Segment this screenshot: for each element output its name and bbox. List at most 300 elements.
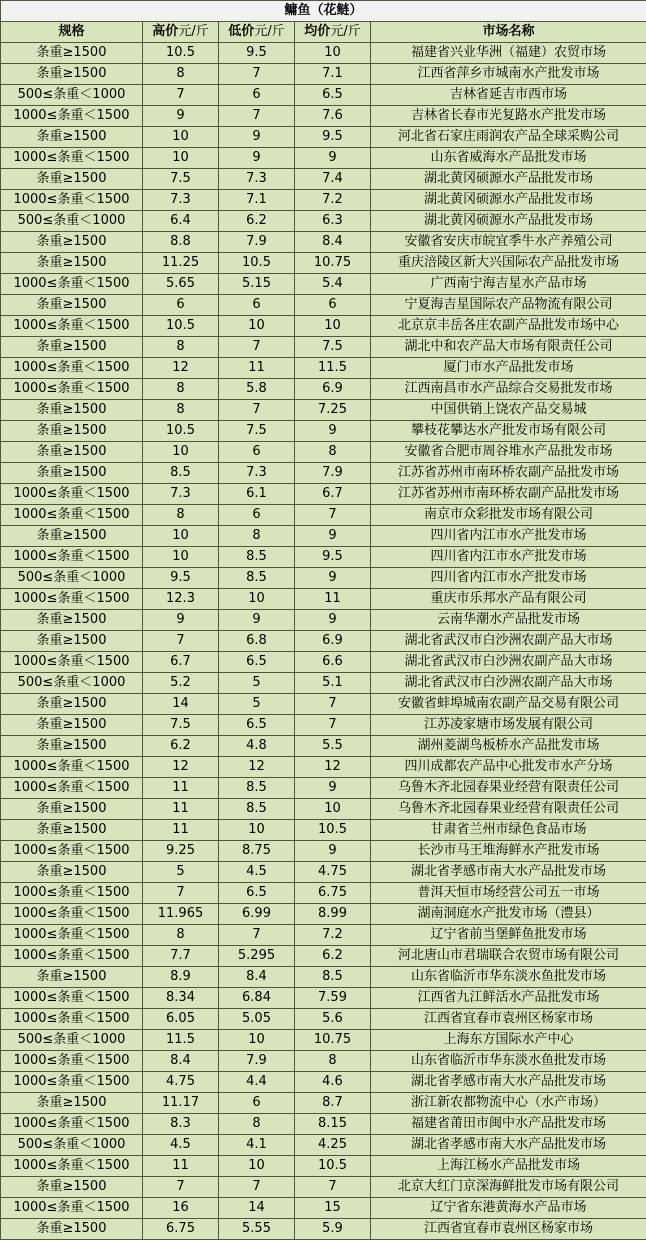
table-title: 鳙鱼（花鲢） (1, 1, 646, 22)
cell-market: 普洱天恒市场经营公司五一市场 (371, 883, 646, 904)
cell-spec: 条重≥1500 (1, 400, 143, 421)
cell-low: 7 (219, 1177, 295, 1198)
cell-high: 8 (143, 925, 219, 946)
cell-high: 12 (143, 358, 219, 379)
cell-high: 7.5 (143, 169, 219, 190)
cell-market: 江西省宜春市袁州区杨家市场 (371, 1009, 646, 1030)
cell-high: 6.2 (143, 736, 219, 757)
cell-spec: 条重≥1500 (1, 169, 143, 190)
cell-spec: 1000≤条重＜1500 (1, 757, 143, 778)
cell-market: 湖北省孝感市南大水产品批发市场 (371, 862, 646, 883)
cell-market: 辽宁省东港黄海水产品市场 (371, 1198, 646, 1219)
table-row (1, 946, 646, 967)
cell-low: 6.84 (219, 988, 295, 1009)
cell-high: 7 (143, 85, 219, 106)
cell-low: 10.5 (219, 253, 295, 274)
cell-market: 四川成都农产品中心批发市水产分场 (371, 757, 646, 778)
cell-spec: 条重≥1500 (1, 736, 143, 757)
cell-spec: 500≤条重＜1000 (1, 1030, 143, 1051)
cell-low: 10 (219, 316, 295, 337)
cell-avg: 5.1 (295, 673, 371, 694)
table-row (1, 778, 646, 799)
cell-avg: 9 (295, 148, 371, 169)
cell-high: 16 (143, 1198, 219, 1219)
cell-market: 江西南昌市水产品综合交易批发市场 (371, 379, 646, 400)
cell-spec: 条重≥1500 (1, 631, 143, 652)
cell-low: 5.8 (219, 379, 295, 400)
cell-market: 福建省莆田市闽中水产品批发市场 (371, 1114, 646, 1135)
cell-avg: 7.25 (295, 400, 371, 421)
cell-avg: 5.4 (295, 274, 371, 295)
table-row (1, 169, 646, 190)
cell-avg: 6.7 (295, 484, 371, 505)
cell-low: 10 (219, 589, 295, 610)
table-body (1, 43, 646, 1240)
table-row (1, 64, 646, 85)
cell-market: 湖北省武汉市白沙洲农副产品大市场 (371, 652, 646, 673)
cell-low: 6 (219, 1093, 295, 1114)
cell-market: 湖南洞庭水产批发市场（澧县） (371, 904, 646, 925)
cell-avg: 7.9 (295, 463, 371, 484)
cell-spec: 条重≥1500 (1, 253, 143, 274)
cell-market: 浙江新农都物流中心（水产市场） (371, 1093, 646, 1114)
cell-avg: 5.6 (295, 1009, 371, 1030)
cell-avg: 7 (295, 694, 371, 715)
cell-avg: 6.3 (295, 211, 371, 232)
cell-market: 北京大红门京深海鲜批发市场有限公司 (371, 1177, 646, 1198)
table-row (1, 1114, 646, 1135)
cell-avg: 6.6 (295, 652, 371, 673)
table-row (1, 1156, 646, 1177)
cell-spec: 条重≥1500 (1, 442, 143, 463)
cell-market: 安徽省安庆市皖宜季牛水产养殖公司 (371, 232, 646, 253)
cell-avg: 11.5 (295, 358, 371, 379)
cell-high: 10.5 (143, 316, 219, 337)
table-row (1, 799, 646, 820)
cell-market: 南京市众彩批发市场有限公司 (371, 505, 646, 526)
cell-high: 8.8 (143, 232, 219, 253)
cell-spec: 1000≤条重＜1500 (1, 316, 143, 337)
table-row (1, 316, 646, 337)
cell-avg: 7 (295, 505, 371, 526)
cell-spec: 条重≥1500 (1, 694, 143, 715)
cell-high: 11 (143, 799, 219, 820)
cell-low: 6.99 (219, 904, 295, 925)
cell-low: 5.55 (219, 1219, 295, 1240)
cell-spec: 1000≤条重＜1500 (1, 1072, 143, 1093)
table-row (1, 379, 646, 400)
cell-low: 4.4 (219, 1072, 295, 1093)
cell-high: 6.05 (143, 1009, 219, 1030)
cell-low: 6.5 (219, 715, 295, 736)
cell-avg: 8.99 (295, 904, 371, 925)
table-row (1, 673, 646, 694)
cell-high: 7.5 (143, 715, 219, 736)
cell-low: 6.1 (219, 484, 295, 505)
table-row (1, 820, 646, 841)
cell-avg: 15 (295, 1198, 371, 1219)
cell-low: 8.75 (219, 841, 295, 862)
cell-avg: 8.5 (295, 967, 371, 988)
cell-spec: 1000≤条重＜1500 (1, 1198, 143, 1219)
table-row (1, 442, 646, 463)
cell-spec: 条重≥1500 (1, 1219, 143, 1240)
cell-avg: 12 (295, 757, 371, 778)
table-row (1, 106, 646, 127)
cell-low: 10 (219, 1030, 295, 1051)
cell-market: 江西省萍乡市城南水产批发市场 (371, 64, 646, 85)
table-row (1, 421, 646, 442)
cell-spec: 1000≤条重＜1500 (1, 883, 143, 904)
cell-market: 湖北省武汉市白沙洲农副产品大市场 (371, 673, 646, 694)
cell-low: 11 (219, 358, 295, 379)
cell-avg: 10.75 (295, 253, 371, 274)
cell-avg: 9 (295, 421, 371, 442)
cell-market: 河北省石家庄雨润农产品全球采购公司 (371, 127, 646, 148)
cell-spec: 1000≤条重＜1500 (1, 484, 143, 505)
cell-avg: 7.59 (295, 988, 371, 1009)
cell-spec: 1000≤条重＜1500 (1, 946, 143, 967)
table-row (1, 862, 646, 883)
header-high (143, 22, 219, 43)
cell-spec: 500≤条重＜1000 (1, 85, 143, 106)
cell-high: 5.2 (143, 673, 219, 694)
table-row (1, 694, 646, 715)
cell-spec: 1000≤条重＜1500 (1, 1009, 143, 1030)
cell-low: 7.3 (219, 169, 295, 190)
cell-market: 湖北省孝感市南大水产品批发市场 (371, 1135, 646, 1156)
table-row (1, 1030, 646, 1051)
cell-avg: 11 (295, 589, 371, 610)
cell-high: 8.4 (143, 1051, 219, 1072)
cell-spec: 条重≥1500 (1, 799, 143, 820)
cell-avg: 4.6 (295, 1072, 371, 1093)
cell-spec: 条重≥1500 (1, 820, 143, 841)
cell-high: 10 (143, 442, 219, 463)
cell-avg: 6.75 (295, 883, 371, 904)
cell-avg: 7.2 (295, 190, 371, 211)
cell-spec: 条重≥1500 (1, 43, 143, 64)
cell-low: 8.4 (219, 967, 295, 988)
table-row (1, 547, 646, 568)
header-low (219, 22, 295, 43)
cell-market: 湖北省武汉市白沙洲农副产品大市场 (371, 631, 646, 652)
table-row (1, 925, 646, 946)
table-row (1, 232, 646, 253)
cell-avg: 8 (295, 1051, 371, 1072)
cell-low: 7 (219, 106, 295, 127)
cell-low: 8 (219, 1114, 295, 1135)
cell-market: 湖北黄冈硕源水产品批发市场 (371, 190, 646, 211)
cell-spec: 500≤条重＜1000 (1, 673, 143, 694)
cell-market: 重庆市乐邦水产品有限公司 (371, 589, 646, 610)
cell-low: 8.5 (219, 547, 295, 568)
cell-market: 湖北中和农产品大市场有限责任公司 (371, 337, 646, 358)
table-row (1, 505, 646, 526)
table-row (1, 190, 646, 211)
cell-low: 7.9 (219, 1051, 295, 1072)
cell-high: 9.25 (143, 841, 219, 862)
cell-spec: 1000≤条重＜1500 (1, 1114, 143, 1135)
cell-spec: 1000≤条重＜1500 (1, 904, 143, 925)
cell-high: 4.75 (143, 1072, 219, 1093)
cell-avg: 9.5 (295, 127, 371, 148)
cell-low: 8.5 (219, 568, 295, 589)
header-avg-unit: 元/斤 (330, 24, 361, 39)
cell-avg: 7.1 (295, 64, 371, 85)
cell-high: 7.3 (143, 190, 219, 211)
cell-avg: 6.2 (295, 946, 371, 967)
cell-high: 8.5 (143, 463, 219, 484)
cell-avg: 4.25 (295, 1135, 371, 1156)
table-row (1, 652, 646, 673)
cell-high: 11 (143, 820, 219, 841)
cell-high: 6.75 (143, 1219, 219, 1240)
cell-high: 10 (143, 547, 219, 568)
cell-low: 6.5 (219, 883, 295, 904)
cell-spec: 1000≤条重＜1500 (1, 925, 143, 946)
cell-avg: 9 (295, 568, 371, 589)
cell-market: 江西省宜春市袁州区杨家市场 (371, 1219, 646, 1240)
table-row (1, 358, 646, 379)
cell-market: 甘肃省兰州市绿色食品市场 (371, 820, 646, 841)
table-row (1, 295, 646, 316)
cell-avg: 6.9 (295, 631, 371, 652)
cell-spec: 1000≤条重＜1500 (1, 106, 143, 127)
cell-high: 12 (143, 757, 219, 778)
header-spec: 规格 (1, 22, 143, 43)
table-row (1, 610, 646, 631)
cell-low: 10 (219, 820, 295, 841)
table-row (1, 1051, 646, 1072)
cell-low: 6 (219, 85, 295, 106)
cell-avg: 10.5 (295, 1156, 371, 1177)
cell-spec: 1000≤条重＜1500 (1, 274, 143, 295)
cell-high: 9 (143, 610, 219, 631)
cell-low: 7.5 (219, 421, 295, 442)
table-row (1, 1093, 646, 1114)
cell-low: 4.1 (219, 1135, 295, 1156)
cell-spec: 条重≥1500 (1, 862, 143, 883)
cell-low: 6.2 (219, 211, 295, 232)
table-row (1, 1219, 646, 1240)
cell-high: 14 (143, 694, 219, 715)
cell-spec: 条重≥1500 (1, 610, 143, 631)
cell-market: 北京京丰岳各庄农副产品批发市场中心 (371, 316, 646, 337)
cell-low: 9 (219, 610, 295, 631)
table-row (1, 463, 646, 484)
header-avg (295, 22, 371, 43)
cell-market: 湖州菱湖鸟板桥水产品批发市场 (371, 736, 646, 757)
cell-spec: 1000≤条重＜1500 (1, 379, 143, 400)
cell-market: 湖北省孝感市南大水产品批发市场 (371, 1072, 646, 1093)
cell-avg: 7 (295, 1177, 371, 1198)
cell-market: 四川省内江市水产批发市场 (371, 547, 646, 568)
cell-low: 7 (219, 400, 295, 421)
header-low-unit: 元/斤 (254, 24, 285, 39)
cell-high: 12.3 (143, 589, 219, 610)
table-row (1, 274, 646, 295)
cell-high: 8 (143, 64, 219, 85)
cell-low: 8.5 (219, 778, 295, 799)
cell-market: 湖北黄冈硕源水产品批发市场 (371, 169, 646, 190)
cell-market: 重庆涪陵区新大兴国际农产品批发市场 (371, 253, 646, 274)
cell-spec: 条重≥1500 (1, 421, 143, 442)
table-row (1, 631, 646, 652)
cell-market: 云南华潮水产品批发市场 (371, 610, 646, 631)
cell-spec: 1000≤条重＜1500 (1, 589, 143, 610)
table-row (1, 841, 646, 862)
cell-low: 5.295 (219, 946, 295, 967)
cell-high: 10 (143, 148, 219, 169)
cell-avg: 10.5 (295, 820, 371, 841)
cell-high: 9 (143, 106, 219, 127)
cell-market: 江苏省苏州市南环桥农副产品批发市场 (371, 484, 646, 505)
cell-market: 吉林省长春市光复路水产批发市场 (371, 106, 646, 127)
cell-high: 10 (143, 526, 219, 547)
table-row (1, 1072, 646, 1093)
cell-avg: 6.9 (295, 379, 371, 400)
cell-spec: 1000≤条重＜1500 (1, 505, 143, 526)
cell-spec: 1000≤条重＜1500 (1, 652, 143, 673)
cell-low: 6 (219, 295, 295, 316)
table-row (1, 1198, 646, 1219)
cell-avg: 10 (295, 316, 371, 337)
cell-avg: 5.9 (295, 1219, 371, 1240)
cell-avg: 9 (295, 526, 371, 547)
cell-spec: 条重≥1500 (1, 232, 143, 253)
cell-market: 安徽省合肥市周谷堆水产品批发市场 (371, 442, 646, 463)
cell-spec: 500≤条重＜1000 (1, 1135, 143, 1156)
cell-spec: 条重≥1500 (1, 526, 143, 547)
header-high-unit: 元/斤 (178, 24, 209, 39)
cell-spec: 1000≤条重＜1500 (1, 841, 143, 862)
cell-market: 山东省临沂市华东淡水鱼批发市场 (371, 1051, 646, 1072)
cell-market: 四川省内江市水产批发市场 (371, 526, 646, 547)
cell-low: 9.5 (219, 43, 295, 64)
cell-market: 四川省内江市水产批发市场 (371, 568, 646, 589)
cell-low: 7.3 (219, 463, 295, 484)
table-row (1, 1135, 646, 1156)
cell-spec: 条重≥1500 (1, 715, 143, 736)
cell-avg: 9 (295, 841, 371, 862)
cell-avg: 8.7 (295, 1093, 371, 1114)
cell-spec: 条重≥1500 (1, 1093, 143, 1114)
cell-high: 6.4 (143, 211, 219, 232)
table-row (1, 337, 646, 358)
cell-market: 福建省兴业华洲（福建）农贸市场 (371, 43, 646, 64)
cell-high: 7 (143, 631, 219, 652)
cell-avg: 8 (295, 442, 371, 463)
cell-avg: 6 (295, 295, 371, 316)
cell-high: 8.3 (143, 1114, 219, 1135)
cell-spec: 500≤条重＜1000 (1, 211, 143, 232)
cell-avg: 7.4 (295, 169, 371, 190)
cell-low: 8.5 (219, 799, 295, 820)
cell-spec: 条重≥1500 (1, 295, 143, 316)
cell-avg: 10 (295, 43, 371, 64)
cell-market: 攀枝花攀达水产批发市场有限公司 (371, 421, 646, 442)
cell-spec: 条重≥1500 (1, 337, 143, 358)
cell-high: 7.3 (143, 484, 219, 505)
cell-high: 5 (143, 862, 219, 883)
cell-high: 10.5 (143, 43, 219, 64)
table-row (1, 1177, 646, 1198)
table-row (1, 253, 646, 274)
cell-spec: 500≤条重＜1000 (1, 568, 143, 589)
header-avg-label: 均价 (304, 24, 331, 39)
cell-avg: 9 (295, 610, 371, 631)
table-row (1, 715, 646, 736)
cell-low: 5.05 (219, 1009, 295, 1030)
cell-low: 14 (219, 1198, 295, 1219)
cell-high: 8 (143, 400, 219, 421)
cell-high: 8.34 (143, 988, 219, 1009)
cell-low: 9 (219, 127, 295, 148)
cell-spec: 1000≤条重＜1500 (1, 1051, 143, 1072)
table-row (1, 484, 646, 505)
cell-avg: 7 (295, 715, 371, 736)
cell-spec: 1000≤条重＜1500 (1, 358, 143, 379)
table-row (1, 883, 646, 904)
cell-high: 7 (143, 883, 219, 904)
cell-low: 7 (219, 64, 295, 85)
cell-avg: 9.5 (295, 547, 371, 568)
header-high-label: 高价 (152, 24, 179, 39)
cell-spec: 条重≥1500 (1, 127, 143, 148)
table-row (1, 211, 646, 232)
table-row (1, 904, 646, 925)
cell-low: 4.5 (219, 862, 295, 883)
cell-avg: 6.5 (295, 85, 371, 106)
table-row (1, 988, 646, 1009)
cell-spec: 1000≤条重＜1500 (1, 547, 143, 568)
cell-low: 5 (219, 694, 295, 715)
cell-spec: 1000≤条重＜1500 (1, 1156, 143, 1177)
cell-market: 吉林省延吉市西市场 (371, 85, 646, 106)
cell-high: 9.5 (143, 568, 219, 589)
cell-low: 10 (219, 1156, 295, 1177)
cell-spec: 1000≤条重＜1500 (1, 778, 143, 799)
cell-high: 11 (143, 1156, 219, 1177)
cell-high: 11.5 (143, 1030, 219, 1051)
cell-market: 上海江杨水产品批发市场 (371, 1156, 646, 1177)
cell-low: 6.5 (219, 652, 295, 673)
cell-high: 11 (143, 778, 219, 799)
table-row (1, 526, 646, 547)
cell-high: 11.17 (143, 1093, 219, 1114)
header-low-label: 低价 (228, 24, 255, 39)
title-row (1, 1, 646, 22)
header-row (1, 22, 646, 43)
cell-high: 6 (143, 295, 219, 316)
cell-spec: 1000≤条重＜1500 (1, 988, 143, 1009)
cell-avg: 5.5 (295, 736, 371, 757)
cell-market: 河北唐山市君瑞联合农贸市场有限公司 (371, 946, 646, 967)
cell-spec: 1000≤条重＜1500 (1, 148, 143, 169)
cell-low: 6.8 (219, 631, 295, 652)
cell-avg: 8.4 (295, 232, 371, 253)
table-row (1, 85, 646, 106)
cell-high: 7.7 (143, 946, 219, 967)
cell-avg: 7.5 (295, 337, 371, 358)
table-row (1, 1009, 646, 1030)
cell-market: 山东省临沂市华东淡水鱼批发市场 (371, 967, 646, 988)
cell-avg: 7.6 (295, 106, 371, 127)
cell-market: 江苏省苏州市南环桥农副产品批发市场 (371, 463, 646, 484)
cell-low: 5.15 (219, 274, 295, 295)
cell-avg: 7.2 (295, 925, 371, 946)
